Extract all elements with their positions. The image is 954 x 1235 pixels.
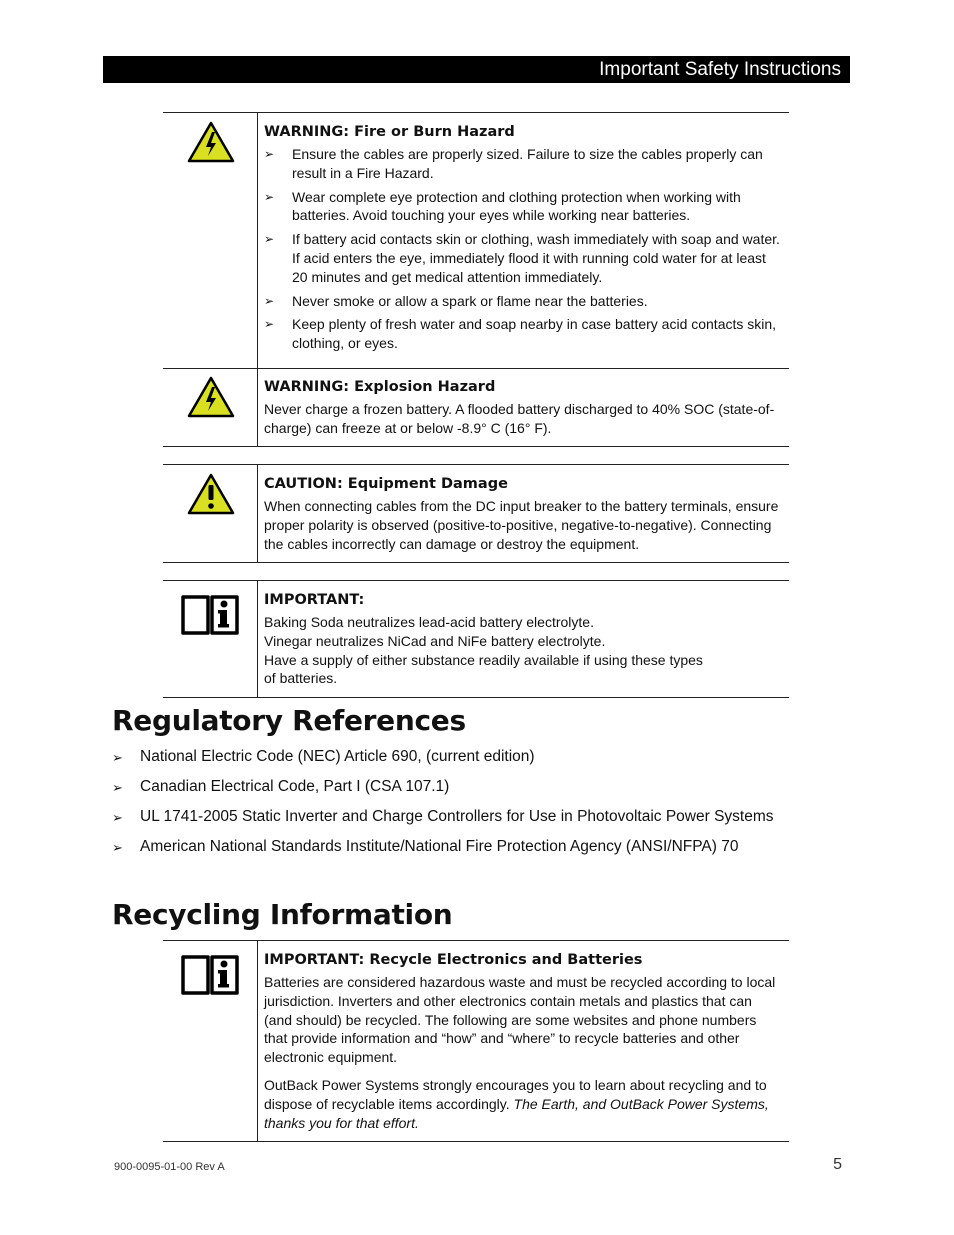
notice-icon-column: [163, 941, 258, 1141]
arrow-bullet-icon: ➢: [264, 189, 275, 204]
notice-text: Never charge a frozen battery. A flooded battery discharged to 40% SOC (state-of-charge) can freeze at or below -8.9° C (16° F).: [264, 401, 775, 436]
notice-icon-column: [163, 581, 258, 697]
arrow-bullet-icon: ➢: [264, 293, 275, 308]
notice-heading: CAUTION: Equipment Damage: [264, 476, 508, 492]
italic-thanks: The Earth, and OutBack Power Systems, thanks you for that effort.: [264, 1095, 769, 1131]
arrow-bullet-icon: ➢: [112, 840, 123, 855]
notice-heading: IMPORTANT: Recycle Electronics and Batteries: [264, 952, 643, 968]
list-item: ➢ National Electric Code (NEC) Article 690, (current edition): [112, 746, 812, 776]
footer-page-number: 5: [833, 1156, 842, 1173]
list-item: ➢ If battery acid contacts skin or clothing, wash immediately with soap and water. If acid enters the eye, immediately flood it with running cold water for at least 20 minutes and get medical attention immediately.: [264, 231, 780, 285]
fire-hazard-warning: [163, 112, 789, 369]
important-notice: [163, 580, 789, 698]
list-item: ➢ Wear complete eye protection and clothing protection when working with batteries. Avoid touching your eyes while working near batteries.: [264, 188, 741, 224]
notice-heading: WARNING: Explosion Hazard: [264, 379, 496, 395]
electrical-hazard-icon: [187, 376, 235, 418]
header-bar: [103, 56, 850, 83]
notice-text: When connecting cables from the DC input breaker to the battery terminals, ensure proper polarity is observed (positive-to-positive, negative-to-negative). Connecting the cables incorrectly can damage or destroy the equipment.: [264, 498, 779, 552]
list-item: ➢ Keep plenty of fresh water and soap nearby in case battery acid contacts skin, clothing, or eyes.: [264, 316, 777, 352]
caution-icon: [187, 473, 235, 515]
recycling-heading: Recycling Information: [112, 898, 453, 931]
notice-paragraph: OutBack Power Systems strongly encourages you to learn about recycling and to dispose of recyclable items accordingly. The Earth, and OutBack Power Systems, thanks you for that effort.: [264, 1076, 769, 1131]
footer-doc-number: 900-0095-01-00 Rev A: [114, 1161, 225, 1173]
recycle-important-notice: [163, 940, 789, 1142]
manual-info-icon: [180, 591, 242, 637]
regulatory-list: [112, 746, 812, 866]
notice-heading: IMPORTANT:: [264, 592, 365, 608]
list-item: ➢ UL 1741-2005 Static Inverter and Charge Controllers for Use in Photovoltaic Power Systems: [112, 806, 812, 836]
arrow-bullet-icon: ➢: [112, 810, 123, 825]
notice-icon-column: [163, 113, 258, 368]
arrow-bullet-icon: ➢: [112, 780, 123, 795]
notice-paragraph: Batteries are considered hazardous waste and must be recycled according to local jurisdiction. Inverters and other electronics contain metals and plastics that can (and should) be recycled. The following are some websites and phone numbers that provide information and “how” and “where” to recycle batteries and other electronic equipment.: [264, 974, 776, 1066]
fire-hazard-list: [264, 145, 783, 353]
arrow-bullet-icon: ➢: [264, 147, 275, 161]
arrow-bullet-icon: ➢: [264, 232, 275, 247]
notice-icon-column: [163, 368, 258, 446]
equipment-damage-caution: [163, 464, 789, 563]
notice-line: Have a supply of either substance readily available if using these types: [264, 651, 703, 668]
notice-line: of batteries.: [264, 670, 338, 687]
list-item: ➢ Never smoke or allow a spark or flame near the batteries.: [264, 292, 648, 309]
header-title: Important Safety Instructions: [599, 59, 841, 80]
list-item: ➢ American National Standards Institute/National Fire Protection Agency (ANSI/NFPA) 70: [112, 836, 812, 866]
notice-heading: WARNING: Fire or Burn Hazard: [264, 124, 515, 140]
arrow-bullet-icon: ➢: [112, 750, 123, 765]
notice-line: Baking Soda neutralizes lead-acid battery electrolyte.: [264, 614, 594, 630]
arrow-bullet-icon: ➢: [264, 317, 275, 332]
list-item: ➢ Ensure the cables are properly sized. Failure to size the cables properly can result in a Fire Hazard.: [264, 146, 763, 181]
notice-line: Vinegar neutralizes NiCad and NiFe battery electrolyte.: [264, 632, 606, 649]
regulatory-heading: Regulatory References: [112, 704, 466, 737]
manual-info-icon: [180, 951, 242, 997]
notice-icon-column: [163, 465, 258, 562]
list-item: ➢ Canadian Electrical Code, Part I (CSA 107.1): [112, 776, 812, 806]
electrical-hazard-icon: [187, 121, 235, 163]
explosion-hazard-warning: [163, 368, 789, 447]
